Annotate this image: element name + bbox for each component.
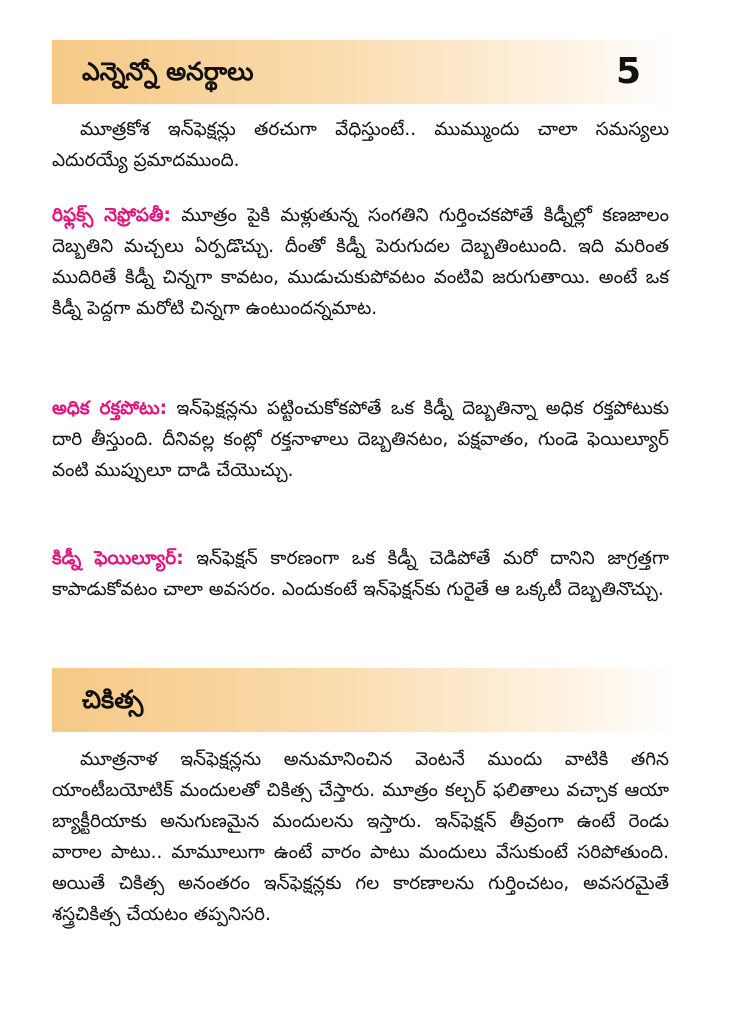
treatment-paragraph: మూత్రనాళ ఇన్‌ఫెక్షన్లను అనుమానించిన వెంటనే ముందు వాటికి తగిన యాంటీబయోటిక్ మందులతో చికిత్స చేస్తారు. మూత్రం కల్చర్ ఫలితాలు వచ్చాక ఆయా బ్యాక్టీరియాకు అనుగుణమైన మందులను ఇస్తారు. ఇన్‌ఫెక్షన్ తీవ్రంగా ఉంటే రెండు వారాల పాటు.. మామూలుగా ఉంటే వారం పాటు మందులు వేసుకుంటే సరిపోతుంది. అయితే చికిత్స అనంతరం ఇన్‌ఫెక్షన్లకు గల కారణాలను గుర్తించటం, అవసరమైతే శస్త్రచికిత్స చేయటం తప్పనిసరి. [52,749,669,925]
complication-high-blood-pressure [52,393,669,486]
page-number: 5 [615,51,641,92]
term-kidney-failure: కిడ్నీ ఫెయిల్యూర్: [52,548,184,569]
complication-kidney-failure [52,543,669,605]
complication-reflux-nephropathy [52,200,669,324]
complications-intro: మూత్రకోశ ఇన్‌ఫెక్షన్లు తరచుగా వేధిస్తుంటే.. ముమ్ముందు చాలా సమస్యలు ఎదురయ్యే ప్రమాదముంది. [52,119,669,171]
text-kidney-failure: ఇన్‌ఫెక్షన్ కారణంగా ఒక కిడ్నీ చెడిపోతే మరో దానిని జాగ్రత్తగా కాపాడుకోవటం చాలా అవసరం. ఎందుకంటే ఇన్‌ఫెక్షన్‌కు గురైతే ఆ ఒక్కటీ దెబ్బతినొచ్చు. [52,548,669,600]
text-reflux-nephropathy: మూత్రం పైకి మళ్లుతున్న సంగతిని గుర్తించకపోతే కిడ్నీల్లో కణజాలం దెబ్బతిని మచ్చలు ఏర్పడొచ్చు. దీంతో కిడ్నీ పెరుగుదల దెబ్బతింటుంది. ఇది మరింత ముదిరితే కిడ్నీ చిన్నగా కావటం, ముడుచుకుపోవటం వంటివి జరుగుతాయి. అంటే ఒక కిడ్నీ పెద్దగా మరోటి చిన్నగా ఉంటుందన్నమాట. [52,205,669,319]
term-reflux-nephropathy: రిఫ్లక్స్ నెఫ్రోపతీ: [52,205,171,226]
section-title-complications: ఎన్నెన్నో అనర్థాలు [82,57,254,86]
text-high-blood-pressure: ఇన్‌ఫెక్షన్లను పట్టించుకోకపోతే ఒక కిడ్నీ దెబ్బతిన్నా అధిక రక్తపోటుకు దారి తీస్తుంది. దీనివల్ల కంట్లో రక్తనాళాలు దెబ్బతినటం, పక్షవాతం, గుండె ఫెయిల్యూర్ వంటి ముప్పులూ దాడి చేయొచ్చు. [52,398,669,481]
section-title-treatment: చికిత్స [82,685,144,714]
term-high-blood-pressure: అధిక రక్తపోటు: [52,398,168,419]
section-header-band-treatment [52,668,677,732]
